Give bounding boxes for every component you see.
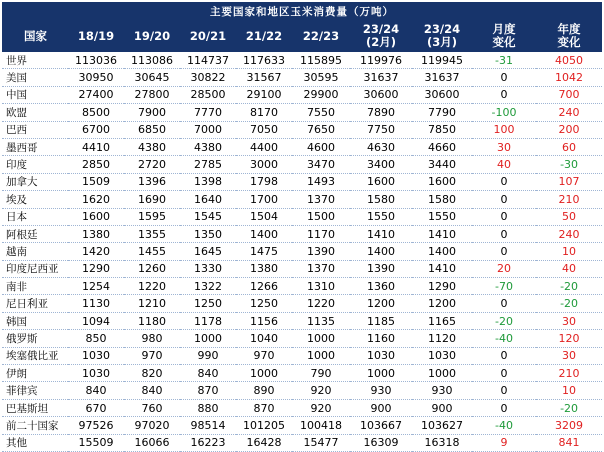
country-cell: 南非 — [2, 278, 68, 295]
table-row — [2, 225, 602, 242]
value-cell: 1400 — [412, 243, 472, 260]
value-cell: 1545 — [180, 208, 236, 225]
header-label-line: 21/22 — [245, 28, 283, 43]
table-row — [2, 156, 602, 173]
header-label-line: 19/20 — [133, 28, 171, 43]
value-cell: 1493 — [292, 173, 350, 190]
yearly-change-cell: 120 — [536, 330, 602, 347]
value-cell: 1200 — [412, 295, 472, 312]
header-label-line: 年度 — [557, 22, 581, 36]
value-cell: 1410 — [412, 260, 472, 277]
header-label-line: 18/19 — [77, 28, 115, 43]
header-label-line: 23/24 — [423, 22, 461, 36]
yearly-change-cell: 3209 — [536, 417, 602, 434]
value-cell: 1030 — [68, 365, 124, 382]
header-label-line: (3月) — [426, 35, 457, 49]
header-label-line: 22/23 — [302, 28, 340, 43]
value-cell: 4660 — [412, 138, 472, 155]
value-cell: 103627 — [412, 417, 472, 434]
value-cell: 1509 — [68, 173, 124, 190]
value-cell: 8170 — [236, 104, 292, 121]
value-cell: 1330 — [180, 260, 236, 277]
yearly-change-cell: 10 — [536, 382, 602, 399]
value-cell: 8500 — [68, 104, 124, 121]
country-cell: 俄罗斯 — [2, 330, 68, 347]
value-cell: 28500 — [180, 86, 236, 103]
value-cell: 7850 — [412, 121, 472, 138]
header-monthly-change — [472, 20, 536, 52]
value-cell: 1220 — [292, 295, 350, 312]
header-label-line: 月度 — [492, 22, 516, 36]
yearly-change-cell: -30 — [536, 156, 602, 173]
value-cell: 1600 — [68, 208, 124, 225]
value-cell: 1398 — [180, 173, 236, 190]
table-row — [2, 104, 602, 121]
value-cell: 3400 — [350, 156, 412, 173]
value-cell: 1130 — [68, 295, 124, 312]
value-cell: 1250 — [180, 295, 236, 312]
table-row — [2, 52, 602, 69]
value-cell: 1180 — [124, 312, 180, 329]
value-cell: 4630 — [350, 138, 412, 155]
table-row — [2, 278, 602, 295]
monthly-change-cell: 40 — [472, 156, 536, 173]
value-cell: 1390 — [292, 243, 350, 260]
value-cell: 1120 — [412, 330, 472, 347]
value-cell: 1380 — [236, 260, 292, 277]
value-cell: 3470 — [292, 156, 350, 173]
value-cell: 1200 — [350, 295, 412, 312]
table-row — [2, 347, 602, 364]
country-cell: 阿根廷 — [2, 225, 68, 242]
value-cell: 98514 — [180, 417, 236, 434]
table-title: 主要国家和地区玉米消费量（万吨） — [2, 2, 602, 20]
table-row — [2, 417, 602, 434]
value-cell: 15477 — [292, 434, 350, 451]
monthly-change-cell: -40 — [472, 417, 536, 434]
monthly-change-cell: 9 — [472, 434, 536, 451]
value-cell: 16066 — [124, 434, 180, 451]
header-label-line: 变化 — [492, 35, 516, 49]
table-title-row — [2, 2, 602, 20]
monthly-change-cell: -100 — [472, 104, 536, 121]
value-cell: 980 — [124, 330, 180, 347]
yearly-change-cell: 700 — [536, 86, 602, 103]
country-cell: 印度尼西亚 — [2, 260, 68, 277]
table-row — [2, 399, 602, 416]
value-cell: 1178 — [180, 312, 236, 329]
value-cell: 990 — [180, 347, 236, 364]
monthly-change-cell: 0 — [472, 382, 536, 399]
value-cell: 15509 — [68, 434, 124, 451]
table-row — [2, 243, 602, 260]
table-row — [2, 330, 602, 347]
yearly-change-cell: 210 — [536, 191, 602, 208]
value-cell: 1030 — [68, 347, 124, 364]
value-cell: 117633 — [236, 52, 292, 69]
value-cell: 1504 — [236, 208, 292, 225]
value-cell: 119945 — [412, 52, 472, 69]
value-cell: 16428 — [236, 434, 292, 451]
value-cell: 670 — [68, 399, 124, 416]
value-cell: 1185 — [350, 312, 412, 329]
value-cell: 114737 — [180, 52, 236, 69]
monthly-change-cell: 0 — [472, 225, 536, 242]
table-row — [2, 138, 602, 155]
value-cell: 1040 — [236, 330, 292, 347]
header-21-22 — [236, 20, 292, 52]
value-cell: 1210 — [124, 295, 180, 312]
value-cell: 1170 — [292, 225, 350, 242]
country-cell: 墨西哥 — [2, 138, 68, 155]
value-cell: 7900 — [124, 104, 180, 121]
monthly-change-cell: 0 — [472, 191, 536, 208]
value-cell: 97020 — [124, 417, 180, 434]
value-cell: 1290 — [412, 278, 472, 295]
table-row — [2, 208, 602, 225]
country-cell: 尼日利亚 — [2, 295, 68, 312]
value-cell: 1220 — [124, 278, 180, 295]
monthly-change-cell: 30 — [472, 138, 536, 155]
value-cell: 840 — [124, 382, 180, 399]
value-cell: 1260 — [124, 260, 180, 277]
value-cell: 4380 — [180, 138, 236, 155]
monthly-change-cell: 0 — [472, 347, 536, 364]
value-cell: 1250 — [236, 295, 292, 312]
value-cell: 870 — [180, 382, 236, 399]
value-cell: 7050 — [236, 121, 292, 138]
value-cell: 1600 — [350, 173, 412, 190]
value-cell: 100418 — [292, 417, 350, 434]
value-cell: 970 — [236, 347, 292, 364]
header-22-23 — [292, 20, 350, 52]
value-cell: 1390 — [350, 260, 412, 277]
value-cell: 7650 — [292, 121, 350, 138]
header-23-24-feb — [350, 20, 412, 52]
header-label-line: 变化 — [557, 35, 581, 49]
value-cell: 1700 — [236, 191, 292, 208]
monthly-change-cell: 0 — [472, 365, 536, 382]
value-cell: 113086 — [124, 52, 180, 69]
value-cell: 4410 — [68, 138, 124, 155]
monthly-change-cell: 0 — [472, 399, 536, 416]
monthly-change-cell: -20 — [472, 312, 536, 329]
yearly-change-cell: 107 — [536, 173, 602, 190]
value-cell: 2850 — [68, 156, 124, 173]
value-cell: 29900 — [292, 86, 350, 103]
table-row — [2, 86, 602, 103]
header-20-21 — [180, 20, 236, 52]
monthly-change-cell: -70 — [472, 278, 536, 295]
yearly-change-cell: 30 — [536, 312, 602, 329]
value-cell: 27400 — [68, 86, 124, 103]
header-label-line: 国家 — [24, 28, 47, 43]
value-cell: 920 — [292, 399, 350, 416]
value-cell: 1380 — [68, 225, 124, 242]
value-cell: 1410 — [350, 225, 412, 242]
header-country — [2, 20, 68, 52]
value-cell: 30595 — [292, 69, 350, 86]
value-cell: 16223 — [180, 434, 236, 451]
value-cell: 880 — [180, 399, 236, 416]
value-cell: 30822 — [180, 69, 236, 86]
country-cell: 世界 — [2, 52, 68, 69]
value-cell: 7770 — [180, 104, 236, 121]
header-label-line: 20/21 — [189, 28, 227, 43]
monthly-change-cell: 0 — [472, 69, 536, 86]
country-cell: 越南 — [2, 243, 68, 260]
yearly-change-cell: -20 — [536, 399, 602, 416]
value-cell: 1500 — [292, 208, 350, 225]
value-cell: 1640 — [180, 191, 236, 208]
value-cell: 1030 — [412, 347, 472, 364]
country-cell: 中国 — [2, 86, 68, 103]
value-cell: 1400 — [236, 225, 292, 242]
value-cell: 16309 — [350, 434, 412, 451]
country-cell: 埃及 — [2, 191, 68, 208]
monthly-change-cell: -40 — [472, 330, 536, 347]
value-cell: 1600 — [412, 173, 472, 190]
value-cell: 7000 — [180, 121, 236, 138]
value-cell: 29100 — [236, 86, 292, 103]
value-cell: 3440 — [412, 156, 472, 173]
country-cell: 欧盟 — [2, 104, 68, 121]
header-yearly-change — [536, 20, 602, 52]
monthly-change-cell: 0 — [472, 86, 536, 103]
table-row — [2, 365, 602, 382]
yearly-change-cell: 240 — [536, 225, 602, 242]
value-cell: 6850 — [124, 121, 180, 138]
value-cell: 1000 — [292, 347, 350, 364]
yearly-change-cell: 50 — [536, 208, 602, 225]
country-cell: 巴西 — [2, 121, 68, 138]
value-cell: 1690 — [124, 191, 180, 208]
value-cell: 4600 — [292, 138, 350, 155]
monthly-change-cell: -31 — [472, 52, 536, 69]
country-cell: 韩国 — [2, 312, 68, 329]
value-cell: 7890 — [350, 104, 412, 121]
value-cell: 113036 — [68, 52, 124, 69]
value-cell: 16318 — [412, 434, 472, 451]
table-row — [2, 191, 602, 208]
value-cell: 1135 — [292, 312, 350, 329]
value-cell: 115895 — [292, 52, 350, 69]
yearly-change-cell: 841 — [536, 434, 602, 451]
header-19-20 — [124, 20, 180, 52]
table-row — [2, 295, 602, 312]
table-header-row — [2, 20, 602, 52]
value-cell: 1550 — [412, 208, 472, 225]
value-cell: 1156 — [236, 312, 292, 329]
value-cell: 1410 — [412, 225, 472, 242]
value-cell: 2720 — [124, 156, 180, 173]
value-cell: 1620 — [68, 191, 124, 208]
value-cell: 1310 — [292, 278, 350, 295]
yearly-change-cell: 1042 — [536, 69, 602, 86]
value-cell: 1370 — [292, 260, 350, 277]
header-label-line: 23/24 — [362, 22, 400, 36]
value-cell: 101205 — [236, 417, 292, 434]
value-cell: 27800 — [124, 86, 180, 103]
table-row — [2, 260, 602, 277]
value-cell: 1160 — [350, 330, 412, 347]
monthly-change-cell: 0 — [472, 208, 536, 225]
value-cell: 1000 — [350, 365, 412, 382]
value-cell: 119976 — [350, 52, 412, 69]
value-cell: 1094 — [68, 312, 124, 329]
value-cell: 1475 — [236, 243, 292, 260]
country-cell: 美国 — [2, 69, 68, 86]
value-cell: 930 — [350, 382, 412, 399]
value-cell: 760 — [124, 399, 180, 416]
country-cell: 埃塞俄比亚 — [2, 347, 68, 364]
value-cell: 1266 — [236, 278, 292, 295]
value-cell: 6700 — [68, 121, 124, 138]
value-cell: 31637 — [412, 69, 472, 86]
monthly-change-cell: 20 — [472, 260, 536, 277]
header-23-24-mar — [412, 20, 472, 52]
value-cell: 1595 — [124, 208, 180, 225]
value-cell: 1030 — [350, 347, 412, 364]
table-row — [2, 312, 602, 329]
value-cell: 30645 — [124, 69, 180, 86]
yearly-change-cell: 4050 — [536, 52, 602, 69]
value-cell: 31637 — [350, 69, 412, 86]
country-cell: 前二十国家 — [2, 417, 68, 434]
corn-consumption-table — [2, 2, 602, 452]
value-cell: 1322 — [180, 278, 236, 295]
yearly-change-cell: -20 — [536, 295, 602, 312]
value-cell: 1580 — [412, 191, 472, 208]
value-cell: 790 — [292, 365, 350, 382]
monthly-change-cell: 0 — [472, 295, 536, 312]
yearly-change-cell: 40 — [536, 260, 602, 277]
value-cell: 870 — [236, 399, 292, 416]
value-cell: 1000 — [292, 330, 350, 347]
value-cell: 103667 — [350, 417, 412, 434]
value-cell: 1420 — [68, 243, 124, 260]
value-cell: 1798 — [236, 173, 292, 190]
value-cell: 1580 — [350, 191, 412, 208]
table-row — [2, 382, 602, 399]
value-cell: 1645 — [180, 243, 236, 260]
value-cell: 7550 — [292, 104, 350, 121]
header-label-line: (2月) — [365, 35, 396, 49]
value-cell: 31567 — [236, 69, 292, 86]
value-cell: 97526 — [68, 417, 124, 434]
table-row — [2, 173, 602, 190]
country-cell: 日本 — [2, 208, 68, 225]
value-cell: 840 — [68, 382, 124, 399]
value-cell: 1455 — [124, 243, 180, 260]
value-cell: 1396 — [124, 173, 180, 190]
yearly-change-cell: -20 — [536, 278, 602, 295]
table-row — [2, 434, 602, 451]
yearly-change-cell: 200 — [536, 121, 602, 138]
yearly-change-cell: 210 — [536, 365, 602, 382]
value-cell: 970 — [124, 347, 180, 364]
value-cell: 4400 — [236, 138, 292, 155]
value-cell: 1000 — [412, 365, 472, 382]
value-cell: 1350 — [180, 225, 236, 242]
value-cell: 1165 — [412, 312, 472, 329]
value-cell: 920 — [292, 382, 350, 399]
monthly-change-cell: 100 — [472, 121, 536, 138]
yearly-change-cell: 30 — [536, 347, 602, 364]
value-cell: 850 — [68, 330, 124, 347]
value-cell: 1355 — [124, 225, 180, 242]
country-cell: 伊朗 — [2, 365, 68, 382]
value-cell: 4380 — [124, 138, 180, 155]
value-cell: 1550 — [350, 208, 412, 225]
table-row — [2, 69, 602, 86]
value-cell: 1290 — [68, 260, 124, 277]
value-cell: 30600 — [412, 86, 472, 103]
monthly-change-cell: 0 — [472, 173, 536, 190]
country-cell: 菲律宾 — [2, 382, 68, 399]
value-cell: 1254 — [68, 278, 124, 295]
value-cell: 1000 — [236, 365, 292, 382]
header-18-19 — [68, 20, 124, 52]
value-cell: 7750 — [350, 121, 412, 138]
country-cell: 巴基斯坦 — [2, 399, 68, 416]
monthly-change-cell: 0 — [472, 243, 536, 260]
value-cell: 30600 — [350, 86, 412, 103]
value-cell: 2785 — [180, 156, 236, 173]
country-cell: 其他 — [2, 434, 68, 451]
country-cell: 印度 — [2, 156, 68, 173]
value-cell: 900 — [350, 399, 412, 416]
table-body — [2, 52, 602, 451]
value-cell: 1000 — [180, 330, 236, 347]
table-row — [2, 121, 602, 138]
country-cell: 加拿大 — [2, 173, 68, 190]
value-cell: 7790 — [412, 104, 472, 121]
yearly-change-cell: 240 — [536, 104, 602, 121]
value-cell: 890 — [236, 382, 292, 399]
value-cell: 30950 — [68, 69, 124, 86]
yearly-change-cell: 10 — [536, 243, 602, 260]
yearly-change-cell: 60 — [536, 138, 602, 155]
value-cell: 930 — [412, 382, 472, 399]
value-cell: 820 — [124, 365, 180, 382]
value-cell: 900 — [412, 399, 472, 416]
value-cell: 840 — [180, 365, 236, 382]
value-cell: 1370 — [292, 191, 350, 208]
value-cell: 3000 — [236, 156, 292, 173]
value-cell: 1360 — [350, 278, 412, 295]
value-cell: 1400 — [350, 243, 412, 260]
